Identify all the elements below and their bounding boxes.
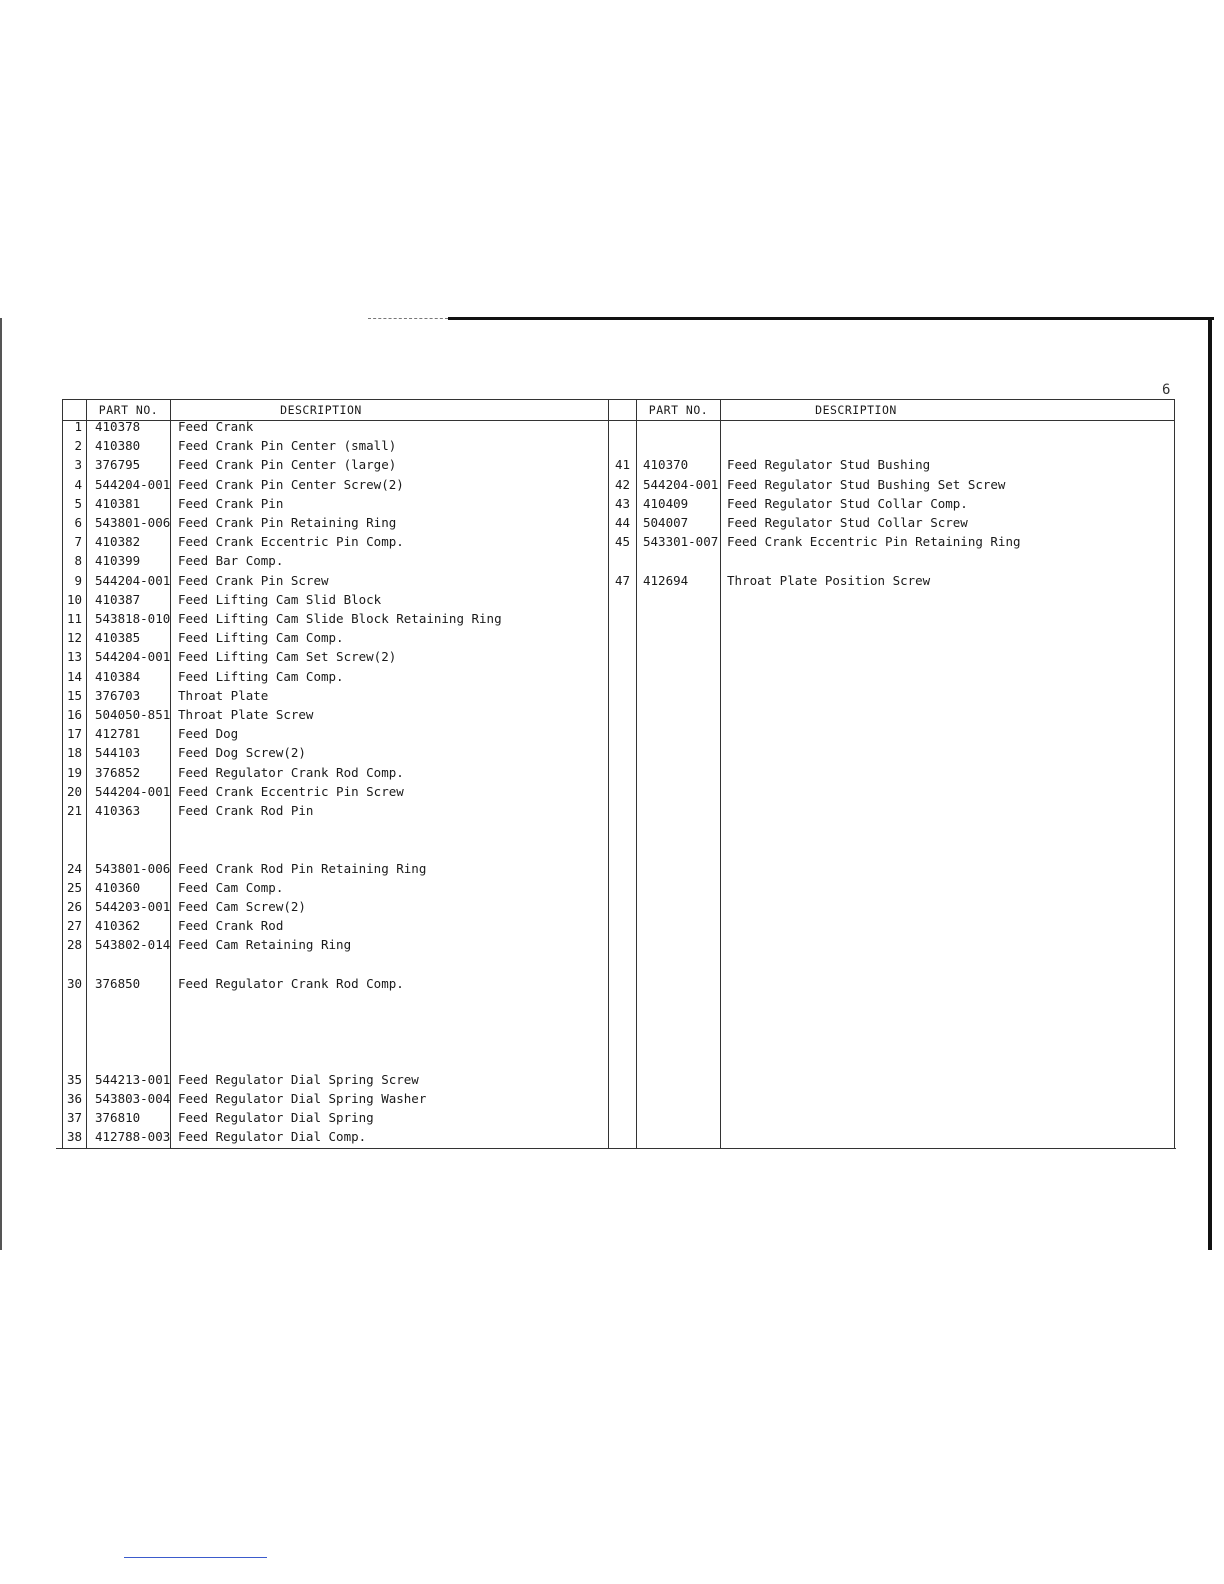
- part-description: Feed Regulator Dial Spring Screw: [178, 1071, 419, 1087]
- item-number: 14: [66, 668, 82, 684]
- item-number: 28: [66, 937, 82, 953]
- table-row: [0, 801, 1224, 820]
- part-description: Throat Plate Position Screw: [727, 572, 931, 588]
- item-number: 36: [66, 1091, 82, 1106]
- part-description: Feed Cam Comp.: [178, 879, 284, 895]
- item-number: 4: [74, 476, 82, 492]
- part-description: Throat Plate: [178, 687, 269, 703]
- table-row: [0, 782, 1224, 801]
- part-description: Feed Crank Rod Pin: [178, 803, 314, 818]
- part-description: Feed Bar Comp.: [178, 553, 284, 569]
- part-number: 376795: [95, 457, 141, 473]
- part-description: Feed Cam Retaining Ring: [178, 937, 352, 953]
- right-description-header: DESCRIPTION: [815, 403, 897, 417]
- table-row: [0, 878, 1224, 897]
- item-number: 3: [74, 457, 82, 473]
- table-row: [0, 647, 1224, 666]
- part-description: Feed Regulator Dial Spring: [178, 1110, 374, 1126]
- left-part-no-header: PART NO.: [98, 403, 159, 417]
- part-number: 504050-851: [95, 707, 171, 722]
- item-number: 19: [66, 764, 82, 780]
- part-number: 544213-001: [95, 1071, 171, 1087]
- part-description: Feed Regulator Stud Bushing Set Screw: [727, 476, 1006, 492]
- part-number: 543818-010: [95, 611, 171, 626]
- part-number: 544204-001: [95, 783, 171, 799]
- part-description: Feed Crank Rod: [178, 918, 284, 934]
- table-row: [0, 551, 1224, 570]
- table-row: [0, 436, 1224, 455]
- table-row: [0, 1012, 1224, 1031]
- item-number: 8: [74, 553, 82, 569]
- item-number: 25: [66, 879, 82, 895]
- table-row: [0, 897, 1224, 916]
- part-description: Feed Crank Pin Center (small): [178, 438, 397, 454]
- part-description: Feed Crank Eccentric Pin Retaining Ring: [727, 534, 1021, 550]
- part-number: 410384: [95, 668, 141, 684]
- part-number: 544204-001: [95, 649, 171, 665]
- table-row: [0, 859, 1224, 878]
- left-description-header: DESCRIPTION: [280, 403, 362, 417]
- table-row: [0, 1127, 1224, 1146]
- part-number: 412694: [643, 572, 689, 588]
- table-row: [0, 532, 1224, 551]
- part-description: Feed Lifting Cam Slid Block: [178, 591, 382, 607]
- part-number: 544204-001: [95, 476, 171, 492]
- part-number: 410399: [95, 553, 141, 569]
- table-row: [0, 993, 1224, 1012]
- part-number: 410387: [95, 591, 141, 607]
- item-number: 30: [66, 975, 82, 991]
- part-description: Feed Regulator Stud Bushing: [727, 457, 931, 473]
- table-row: [0, 455, 1224, 474]
- bottom-link-underline: [124, 1557, 267, 1558]
- item-number: 18: [66, 745, 82, 761]
- part-number: 544204-001: [643, 476, 719, 492]
- table-row: [0, 571, 1224, 590]
- item-number: 9: [74, 572, 82, 588]
- top-rule: [448, 317, 1214, 320]
- part-description: Feed Dog Screw(2): [178, 745, 306, 761]
- part-description: Feed Regulator Dial Spring Washer: [178, 1091, 427, 1106]
- table-row: [0, 955, 1224, 974]
- table-row: [0, 667, 1224, 686]
- item-number: 20: [66, 783, 82, 799]
- part-description: Feed Crank Eccentric Pin Screw: [178, 783, 404, 799]
- item-number: 11: [66, 611, 82, 626]
- item-number: 44: [614, 515, 630, 530]
- table-row: [0, 839, 1224, 858]
- part-description: Feed Regulator Stud Collar Comp.: [727, 495, 968, 511]
- table-row: [0, 916, 1224, 935]
- part-number: 410381: [95, 495, 141, 511]
- table-row: [0, 1031, 1224, 1050]
- part-number: 543803-004: [95, 1091, 171, 1106]
- table-row: [0, 417, 1224, 436]
- item-number: 5: [74, 495, 82, 511]
- part-number: 544204-001: [95, 572, 171, 588]
- table-row: [0, 628, 1224, 647]
- table-row: [0, 590, 1224, 609]
- table-row: [0, 475, 1224, 494]
- table-row: [0, 1089, 1224, 1108]
- item-number: 17: [66, 726, 82, 742]
- table-row: [0, 494, 1224, 513]
- part-description: Feed Crank Pin Center Screw(2): [178, 476, 404, 492]
- part-description: Feed Crank: [178, 419, 254, 434]
- part-number: 410362: [95, 918, 141, 934]
- part-number: 543802-014: [95, 937, 171, 953]
- part-description: Feed Crank Pin: [178, 495, 284, 511]
- part-number: 376810: [95, 1110, 141, 1126]
- table-row: [0, 935, 1224, 954]
- item-number: 21: [66, 803, 82, 818]
- table-row: [0, 724, 1224, 743]
- item-number: 47: [614, 572, 630, 588]
- part-number: 410363: [95, 803, 141, 818]
- part-description: Feed Regulator Stud Collar Screw: [727, 515, 968, 530]
- table-row: [0, 743, 1224, 762]
- part-description: Feed Lifting Cam Comp.: [178, 630, 344, 646]
- table-row: [0, 1070, 1224, 1089]
- right-part-no-header: PART NO.: [648, 403, 709, 417]
- part-description: Feed Cam Screw(2): [178, 899, 306, 914]
- part-number: 504007: [643, 515, 689, 530]
- table-row: [0, 1108, 1224, 1127]
- table-row: [0, 609, 1224, 628]
- part-number: 543801-006: [95, 515, 171, 530]
- item-number: 41: [614, 457, 630, 473]
- part-description: Throat Plate Screw: [178, 707, 314, 722]
- part-number: 412781: [95, 726, 141, 742]
- item-number: 37: [66, 1110, 82, 1126]
- page-number: 6: [1162, 382, 1171, 398]
- item-number: 1: [74, 419, 82, 434]
- top-rule-dashed: [368, 318, 448, 319]
- part-description: Feed Crank Pin Retaining Ring: [178, 515, 397, 530]
- part-number: 410385: [95, 630, 141, 646]
- part-description: Feed Dog: [178, 726, 239, 742]
- part-number: 410409: [643, 495, 689, 511]
- part-description: Feed Regulator Dial Comp.: [178, 1129, 367, 1145]
- part-number: 544103: [95, 745, 141, 761]
- part-number: 376852: [95, 764, 141, 780]
- item-number: 7: [74, 534, 82, 550]
- part-number: 410380: [95, 438, 141, 454]
- item-number: 45: [614, 534, 630, 550]
- part-number: 544203-001: [95, 899, 171, 914]
- item-number: 13: [66, 649, 82, 665]
- part-description: Feed Regulator Crank Rod Comp.: [178, 764, 404, 780]
- part-number: 376703: [95, 687, 141, 703]
- part-number: 376850: [95, 975, 141, 991]
- item-number: 6: [74, 515, 82, 530]
- part-description: Feed Regulator Crank Rod Comp.: [178, 975, 404, 991]
- part-number: 410378: [95, 419, 141, 434]
- item-number: 26: [66, 899, 82, 914]
- table-row: [0, 820, 1224, 839]
- item-number: 38: [66, 1129, 82, 1145]
- table-row: [0, 1051, 1224, 1070]
- part-description: Feed Crank Pin Screw: [178, 572, 329, 588]
- part-description: Feed Lifting Cam Comp.: [178, 668, 344, 684]
- item-number: 15: [66, 687, 82, 703]
- table-bottom-border: [56, 1148, 1176, 1149]
- part-description: Feed Crank Rod Pin Retaining Ring: [178, 860, 427, 876]
- part-number: 410360: [95, 879, 141, 895]
- part-description: Feed Crank Pin Center (large): [178, 457, 397, 473]
- item-number: 16: [66, 707, 82, 722]
- table-row: [0, 513, 1224, 532]
- table-row: [0, 705, 1224, 724]
- item-number: 35: [66, 1071, 82, 1087]
- table-row: [0, 974, 1224, 993]
- part-number: 412788-003: [95, 1129, 171, 1145]
- item-number: 43: [614, 495, 630, 511]
- item-number: 10: [66, 591, 82, 607]
- part-description: Feed Lifting Cam Set Screw(2): [178, 649, 397, 665]
- item-number: 42: [614, 476, 630, 492]
- part-number: 543301-007: [643, 534, 719, 550]
- part-number: 410382: [95, 534, 141, 550]
- table-row: [0, 763, 1224, 782]
- part-description: Feed Crank Eccentric Pin Comp.: [178, 534, 404, 550]
- item-number: 2: [74, 438, 82, 454]
- table-row: [0, 686, 1224, 705]
- item-number: 27: [66, 918, 82, 934]
- part-number: 543801-006: [95, 860, 171, 876]
- item-number: 12: [66, 630, 82, 646]
- part-description: Feed Lifting Cam Slide Block Retaining Ring: [178, 611, 502, 626]
- item-number: 24: [66, 860, 82, 876]
- part-number: 410370: [643, 457, 689, 473]
